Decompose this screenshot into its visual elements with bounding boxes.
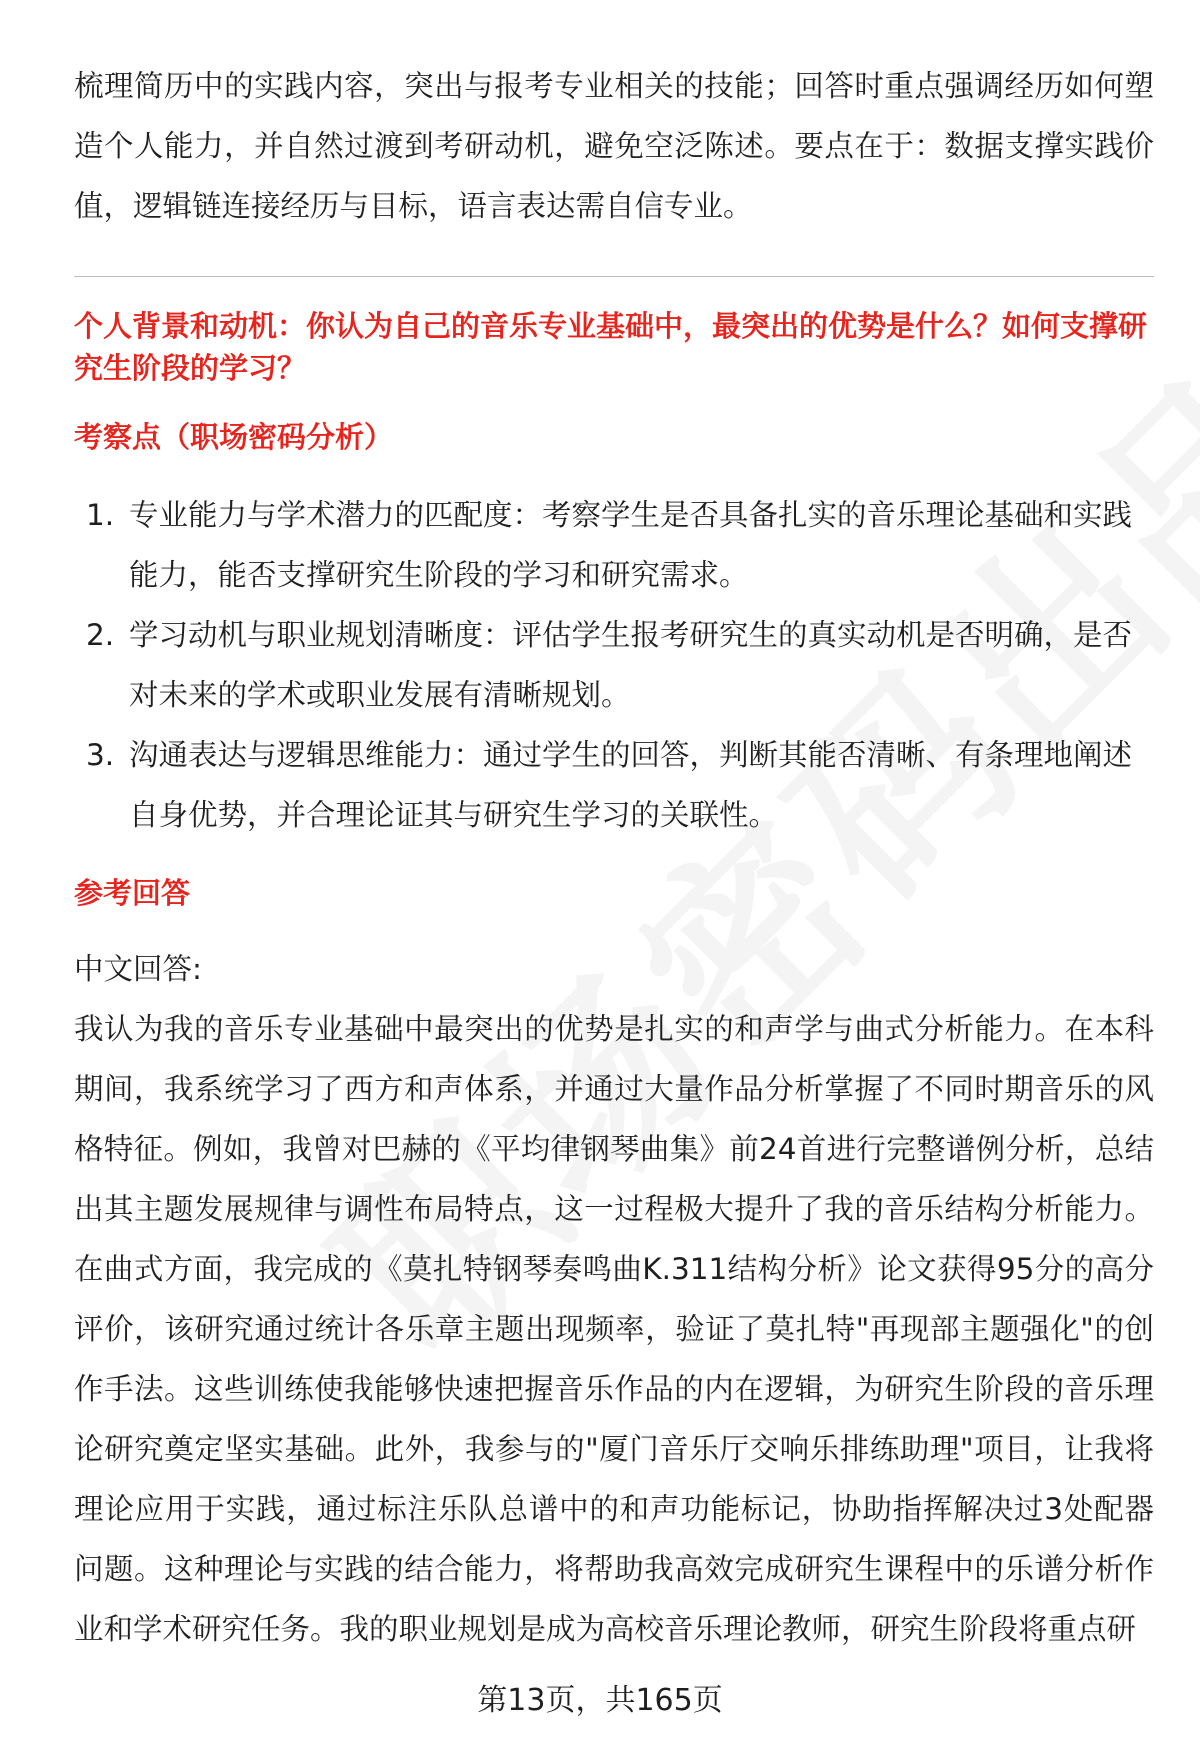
reference-answer-heading: 参考回答 xyxy=(74,876,191,910)
answer-body: 我认为我的音乐专业基础中最突出的优势是扎实的和声学与曲式分析能力。在本科期间，我系统学习了西方和声体系，并通过大量作品分析掌握了不同时期音乐的风格特征。例如，我曾对巴赫的《平均律钢琴曲集》前24首进行完整谱例分析，总结出其主题发展规律与调性布局特点，这一过程极大提升了我的音乐结构分析能力。在曲式方面，我完成的《莫扎特钢琴奏鸣曲K.311结构分析》论文获得95分的高分评价，该研究通过统计各乐章主题出现频率，验证了莫扎特"再现部主题强化"的创作手法。这些训练使我能够快速把握音乐作品的内在逻辑，为研究生阶段的音乐理论研究奠定坚实基础。此外，我参与的"厦门音乐厅交响乐排练助理"项目，让我将理论应用于实践，通过标注乐队总谱中的和声功能标记，协助指挥解决过3处配器问题。这种理论与实践的结合能力，将帮助我高效完成研究生课程中的乐谱分析作业和学术研究任务。我的职业规划是成为高校音乐理论教师，研究生阶段将重点研 xyxy=(74,1012,1154,1646)
assessment-point xyxy=(74,485,1154,605)
intro-paragraph: 梳理简历中的实践内容，突出与报考专业相关的技能；回答时重点强调经历如何塑造个人能力，并自然过渡到考研动机，避免空泛陈述。要点在于：数据支撑实践价值，逻辑链连接经历与目标，语言表达需自信专业。 xyxy=(74,69,1154,223)
question-heading: 个人背景和动机：你认为自己的音乐专业基础中，最突出的优势是什么？如何支撑研究生阶段的学习？ xyxy=(74,309,1148,385)
answer-language-label: 中文回答: xyxy=(74,952,202,986)
assessment-point xyxy=(74,605,1154,725)
assessment-point-text: 专业能力与学术潜力的匹配度：考察学生是否具备扎实的音乐理论基础和实践能力，能否支撑研究生阶段的学习和研究需求。 xyxy=(129,498,1133,592)
assessment-point-text: 学习动机与职业规划清晰度：评估学生报考研究生的真实动机是否明确，是否对未来的学术或职业发展有清晰规划。 xyxy=(129,618,1133,712)
list-number: 2. xyxy=(86,618,115,652)
assessment-points-list xyxy=(74,485,1154,845)
page-footer: 第13页，共165页 xyxy=(477,1683,723,1718)
section-divider xyxy=(74,276,1154,277)
page-content xyxy=(74,56,1154,1659)
assessment-heading: 考察点（职场密码分析） xyxy=(74,420,394,454)
assessment-point-text: 沟通表达与逻辑思维能力：通过学生的回答，判断其能否清晰、有条理地阐述自身优势，并合理论证其与研究生学习的关联性。 xyxy=(129,738,1133,832)
list-number: 1. xyxy=(86,498,115,532)
list-number: 3. xyxy=(86,738,115,772)
assessment-point xyxy=(74,725,1154,845)
